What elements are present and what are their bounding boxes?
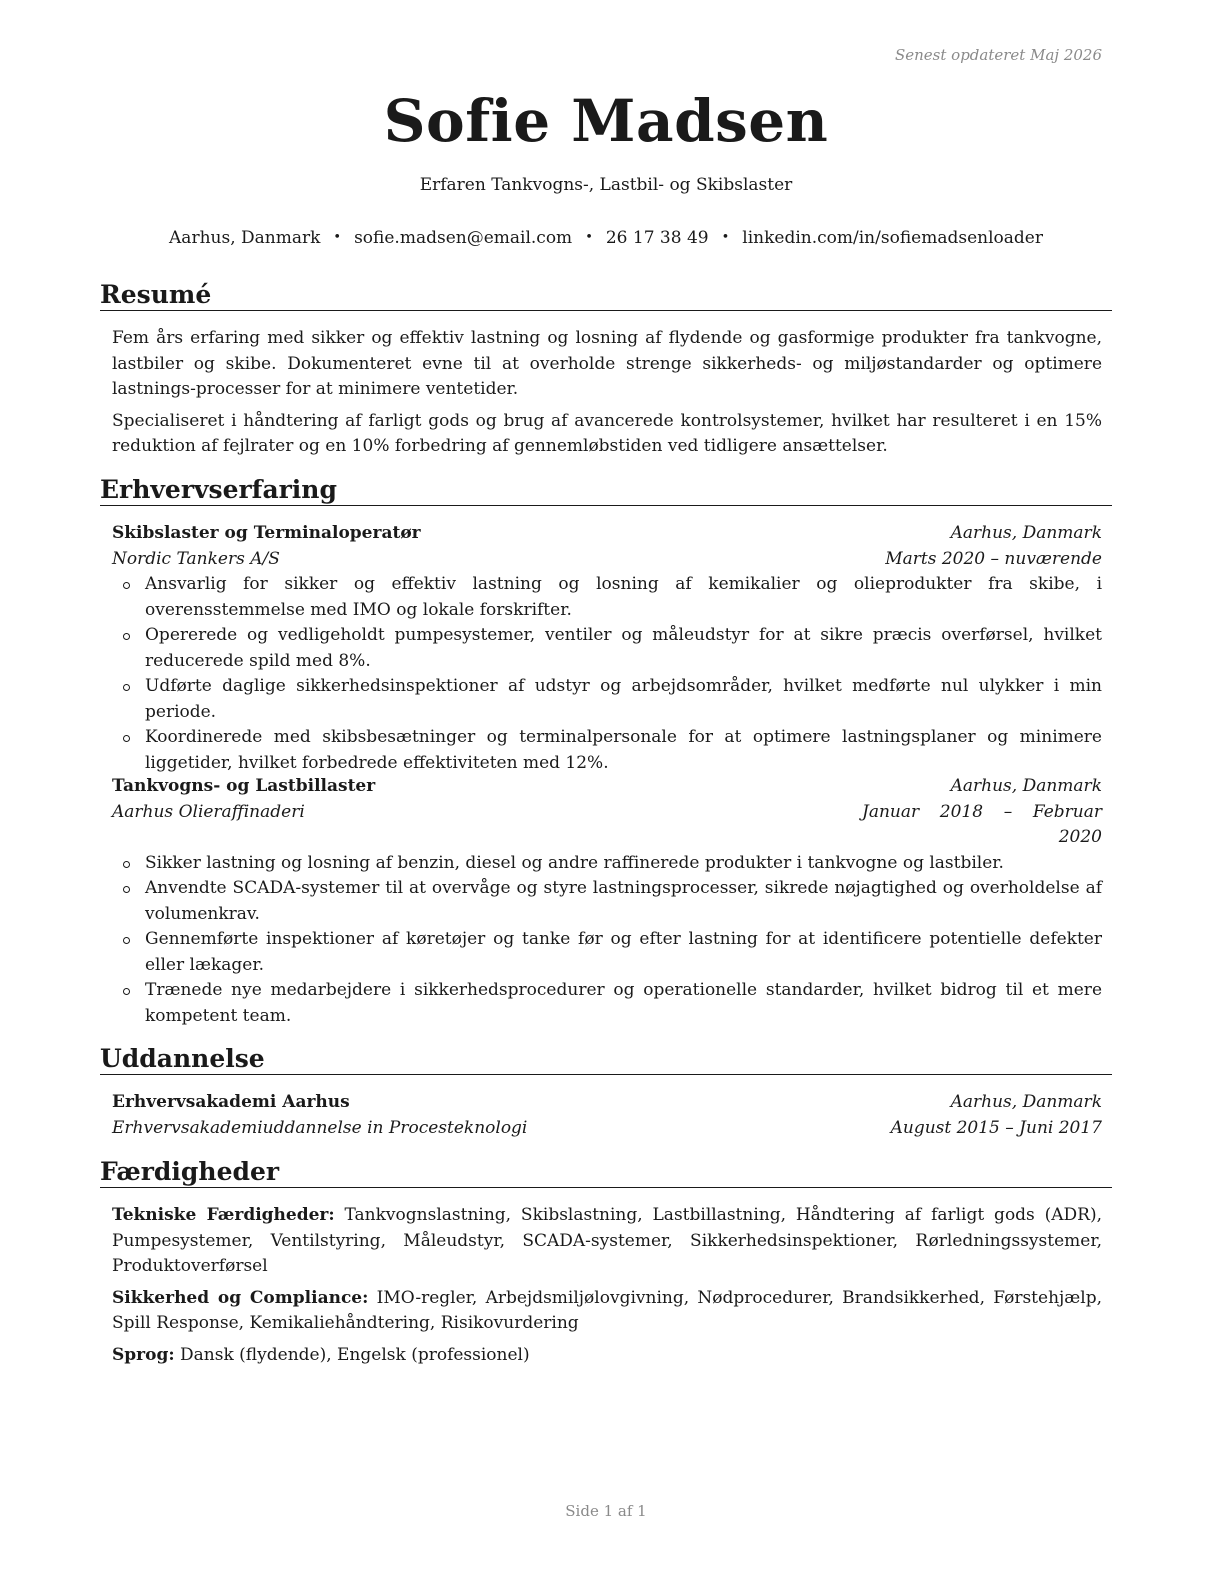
job-location: Aarhus, Danmark bbox=[950, 776, 1102, 796]
education-subheader-row bbox=[112, 1116, 1102, 1142]
education-dates: August 2015 – Juni 2017 bbox=[890, 1117, 1102, 1138]
education-entry bbox=[112, 1090, 1102, 1141]
circle-bullet-icon bbox=[123, 633, 130, 640]
skill-group bbox=[112, 1203, 1102, 1280]
list-item bbox=[112, 725, 1102, 776]
last-updated-note: Senest opdateret Maj 2026 bbox=[894, 46, 1102, 64]
contact-location: Aarhus, Danmark bbox=[169, 228, 321, 248]
job-entry bbox=[112, 774, 1102, 1029]
education-location: Aarhus, Danmark bbox=[950, 1092, 1102, 1112]
list-item bbox=[112, 623, 1102, 674]
section-title-summary: Resumé bbox=[100, 280, 1112, 311]
contact-line bbox=[100, 228, 1112, 248]
skill-group-label: Sprog: bbox=[112, 1344, 175, 1365]
job-bullet-text: Koordinerede med skibsbesætninger og terminalpersonale for at optimere lastningsplaner og minimere liggetider, hvilket forbedrede effektiviteten med 12%. bbox=[145, 727, 1102, 773]
skill-group-text: Tankvognslastning, Skibslastning, Lastbillastning, Håndtering af farligt gods (ADR), Pumpesystemer, Ventilstyring, Måleudstyr, SCADA-systemer, Sikkerhedsinspektioner, Rørledningssystemer, Produktoverførsel bbox=[112, 1205, 1103, 1276]
circle-bullet-icon bbox=[123, 582, 130, 589]
list-item bbox=[112, 851, 1102, 877]
candidate-name: Sofie Madsen bbox=[383, 87, 829, 155]
circle-bullet-icon bbox=[123, 988, 130, 995]
summary-section bbox=[112, 326, 1102, 466]
skills-section bbox=[112, 1203, 1102, 1374]
list-item bbox=[112, 674, 1102, 725]
summary-paragraph: Specialiseret i håndtering af farligt gods og brug af avancerede kontrolsystemer, hvilket har resulteret i en 15% reduktion af fejlrater og en 10% forbedring af gennemløbstiden ved tidligere ansættelser. bbox=[112, 410, 1102, 456]
education-school: Erhvervsakademi Aarhus bbox=[112, 1092, 350, 1112]
section-title-education: Uddannelse bbox=[100, 1044, 1112, 1075]
job-bullet-text: Sikker lastning og losning af benzin, diesel og andre raffinerede produkter i tankvogne og lastbiler. bbox=[145, 852, 1004, 873]
bullet-separator: • bbox=[585, 230, 593, 245]
job-bullet-text: Ansvarlig for sikker og effektiv lastning og losning af kemikalier og olieprodukter fra skibe, i overensstemmelse med IMO og lokale forskrifter. bbox=[145, 574, 1102, 620]
job-subheader-row bbox=[112, 800, 1102, 851]
section-title-skills: Færdigheder bbox=[100, 1157, 1112, 1188]
job-dates: Januar 2018 – Februar 2020 bbox=[862, 801, 1102, 847]
circle-bullet-icon bbox=[123, 861, 130, 868]
circle-bullet-icon bbox=[123, 735, 130, 742]
job-bullet-text: Gennemførte inspektioner af køretøjer og tanke før og efter lastning for at identificere potentielle defekter eller lækager. bbox=[145, 929, 1102, 975]
bullet-separator: • bbox=[333, 230, 342, 245]
contact-email[interactable]: sofie.madsen@email.com bbox=[354, 228, 573, 248]
job-bullet-text: Anvendte SCADA-systemer til at overvåge og styre lastningsprocesser, sikrede nøjagtighed og overholdelse af volumenkrav. bbox=[145, 878, 1102, 924]
skill-group-label: Sikkerhed og Compliance: bbox=[112, 1287, 369, 1308]
resume-page bbox=[100, 0, 1112, 1584]
list-item bbox=[112, 876, 1102, 927]
contact-linkedin[interactable]: linkedin.com/in/sofiemadsenloader bbox=[742, 228, 1043, 248]
job-company: Nordic Tankers A/S bbox=[112, 548, 280, 569]
job-bullet-list bbox=[112, 572, 1102, 776]
job-dates: Marts 2020 – nuværende bbox=[885, 548, 1102, 569]
job-bullet-text: Trænede nye medarbejdere i sikkerhedsprocedurer og operationelle standarder, hvilket bidrog til et mere kompetent team. bbox=[145, 980, 1102, 1026]
bullet-separator: • bbox=[721, 230, 730, 245]
list-item bbox=[112, 927, 1102, 978]
job-entry bbox=[112, 521, 1102, 776]
skill-group-text: Dansk (flydende), Engelsk (professionel) bbox=[180, 1344, 530, 1365]
job-subheader-row bbox=[112, 547, 1102, 573]
circle-bullet-icon bbox=[123, 886, 130, 893]
list-item bbox=[112, 572, 1102, 623]
job-header-row bbox=[112, 774, 1102, 800]
summary-paragraph: Fem års erfaring med sikker og effektiv lastning og losning af flydende og gasformige produkter fra tankvogne, lastbiler og skibe. Dokumenteret evne til at overholde strenge sikkerheds- og miljøstandarder og optimere lastnings-processer for at minimere ventetider. bbox=[112, 328, 1102, 399]
job-location: Aarhus, Danmark bbox=[950, 523, 1102, 543]
job-bullet-text: Udførte daglige sikkerhedsinspektioner af udstyr og arbejdsområder, hvilket medførte nul ulykker i min periode. bbox=[145, 676, 1102, 722]
page-number: Side 1 af 1 bbox=[565, 1502, 647, 1520]
job-bullet-list bbox=[112, 851, 1102, 1030]
list-item bbox=[112, 978, 1102, 1029]
skill-group-label: Tekniske Færdigheder: bbox=[112, 1205, 335, 1225]
circle-bullet-icon bbox=[123, 937, 130, 944]
contact-phone: 26 17 38 49 bbox=[605, 228, 709, 248]
job-bullet-text: Opererede og vedligeholdt pumpesystemer, ventiler og måleudstyr for at sikre præcis overførsel, hvilket reducerede spild med 8%. bbox=[145, 625, 1102, 671]
job-header-row bbox=[112, 521, 1102, 547]
candidate-headline: Erfaren Tankvogns-, Lastbil- og Skibslaster bbox=[419, 175, 793, 195]
skill-group bbox=[112, 1286, 1102, 1337]
job-company: Aarhus Olieraffinaderi bbox=[112, 801, 305, 822]
job-role: Skibslaster og Terminaloperatør bbox=[112, 523, 421, 543]
skill-group bbox=[112, 1343, 1102, 1369]
education-degree: Erhvervsakademiuddannelse in Procesteknologi bbox=[112, 1117, 528, 1138]
circle-bullet-icon bbox=[123, 684, 130, 691]
job-role: Tankvogns- og Lastbillaster bbox=[112, 776, 376, 796]
section-title-experience: Erhvervserfaring bbox=[100, 475, 1112, 506]
education-header-row bbox=[112, 1090, 1102, 1116]
skill-group-text: IMO-regler, Arbejdsmiljølovgivning, Nødprocedurer, Brandsikkerhed, Førstehjælp, Spill Response, Kemikaliehåndtering, Risikovurdering bbox=[112, 1287, 1102, 1333]
